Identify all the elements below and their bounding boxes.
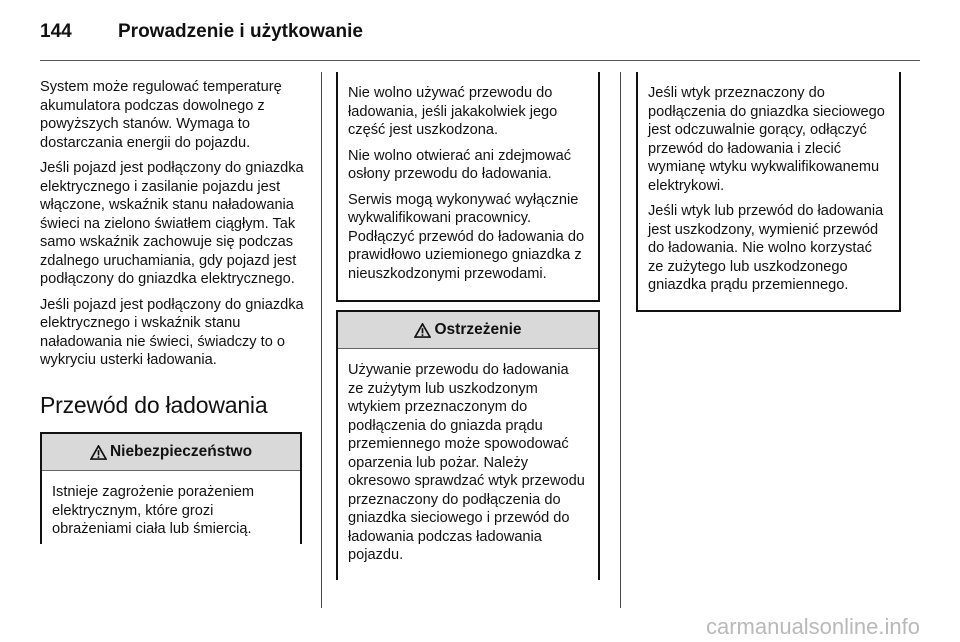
watermark: carmanualsonline.info [705, 614, 920, 639]
warning-triangle-icon [90, 445, 107, 460]
danger-box-title [42, 434, 300, 471]
page-title: Prowadzenie i użytkowanie [118, 21, 363, 42]
warning-box [336, 310, 600, 580]
column-1 [40, 78, 308, 544]
paragraph: Serwis mogą wykonywać wyłącznie wykwalifikowani pracownicy. Podłączyć przewód do ładowania do prawidłowo uziemionego gniazdka z nieuszkodzonymi przewodami. [348, 191, 585, 282]
warning-triangle-icon [414, 323, 431, 338]
paragraph: Jeśli pojazd jest podłączony do gniazdka elektrycznego i wskaźnik stanu naładowania nie świeci, świadczy to o wykryciu usterki ładowania. [40, 296, 304, 368]
page-header [40, 12, 363, 52]
section-heading: Przewód do ładowania [40, 391, 268, 418]
paragraph: Nie wolno używać przewodu do ładowania, jeśli jakakolwiek jego część jest uszkodzona. [348, 85, 558, 138]
column-2 [336, 72, 600, 580]
paragraph: System może regulować temperaturę akumulatora podczas dowolnego z powyższych stanów. Wymaga to dostarczania energii do pojazdu. [40, 79, 282, 151]
column-3 [636, 72, 901, 312]
header-rule [40, 60, 920, 61]
danger-box-title-text: Niebezpieczeństwo [109, 442, 253, 460]
paragraph: Nie wolno otwierać ani zdejmować osłony przewodu do ładowania. [348, 147, 572, 182]
danger-box-text: Istnieje zagrożenie porażeniem elektrycznym, które grozi obrażeniami ciała lub śmiercią. [52, 484, 254, 537]
paragraph: Jeśli wtyk lub przewód do ładowania jest uszkodzony, wymienić przewód do ładowania. Nie wolno korzystać ze zużytego lub uszkodzonego gniazdka prądu przemiennego. [648, 203, 884, 293]
paragraph: Jeśli wtyk przeznaczony do podłączenia do gniazdka sieciowego jest odczuwalnie gorący, odłączyć przewód do ładowania i zlecić wymianę wtyku wykwalifikowanemu elektrykowi. [648, 85, 885, 194]
danger-box [40, 432, 302, 544]
danger-box-continued [336, 72, 600, 302]
column-divider-1 [321, 72, 322, 608]
page-number: 144 [40, 21, 72, 42]
warning-box-continued [636, 72, 901, 312]
warning-box-text: Używanie przewodu do ładowania ze zużytym lub uszkodzonym wtykiem przeznaczonym do podłączenia do gniazda prądu przemiennego może spowodować oparzenia lub pożar. Należy okresowo sprawdzać wtyk przewodu przeznaczony do podłączenia do gniazdka sieciowego i przewód do ładowania podczas ładowania pojazdu. [348, 362, 585, 563]
column-divider-2 [620, 72, 621, 608]
paragraph: Jeśli pojazd jest podłączony do gniazdka elektrycznego i zasilanie pojazdu jest włączone, wskaźnik stanu naładowania świeci na zielono światłem ciągłym. Tak samo wskaźnik zachowuje się podczas zdalnego uruchamiania, gdy pojazd jest podłączony do gniazdka elektrycznego. [40, 160, 304, 287]
warning-box-title-text: Ostrzeżenie [434, 320, 522, 338]
warning-box-title [338, 312, 598, 349]
